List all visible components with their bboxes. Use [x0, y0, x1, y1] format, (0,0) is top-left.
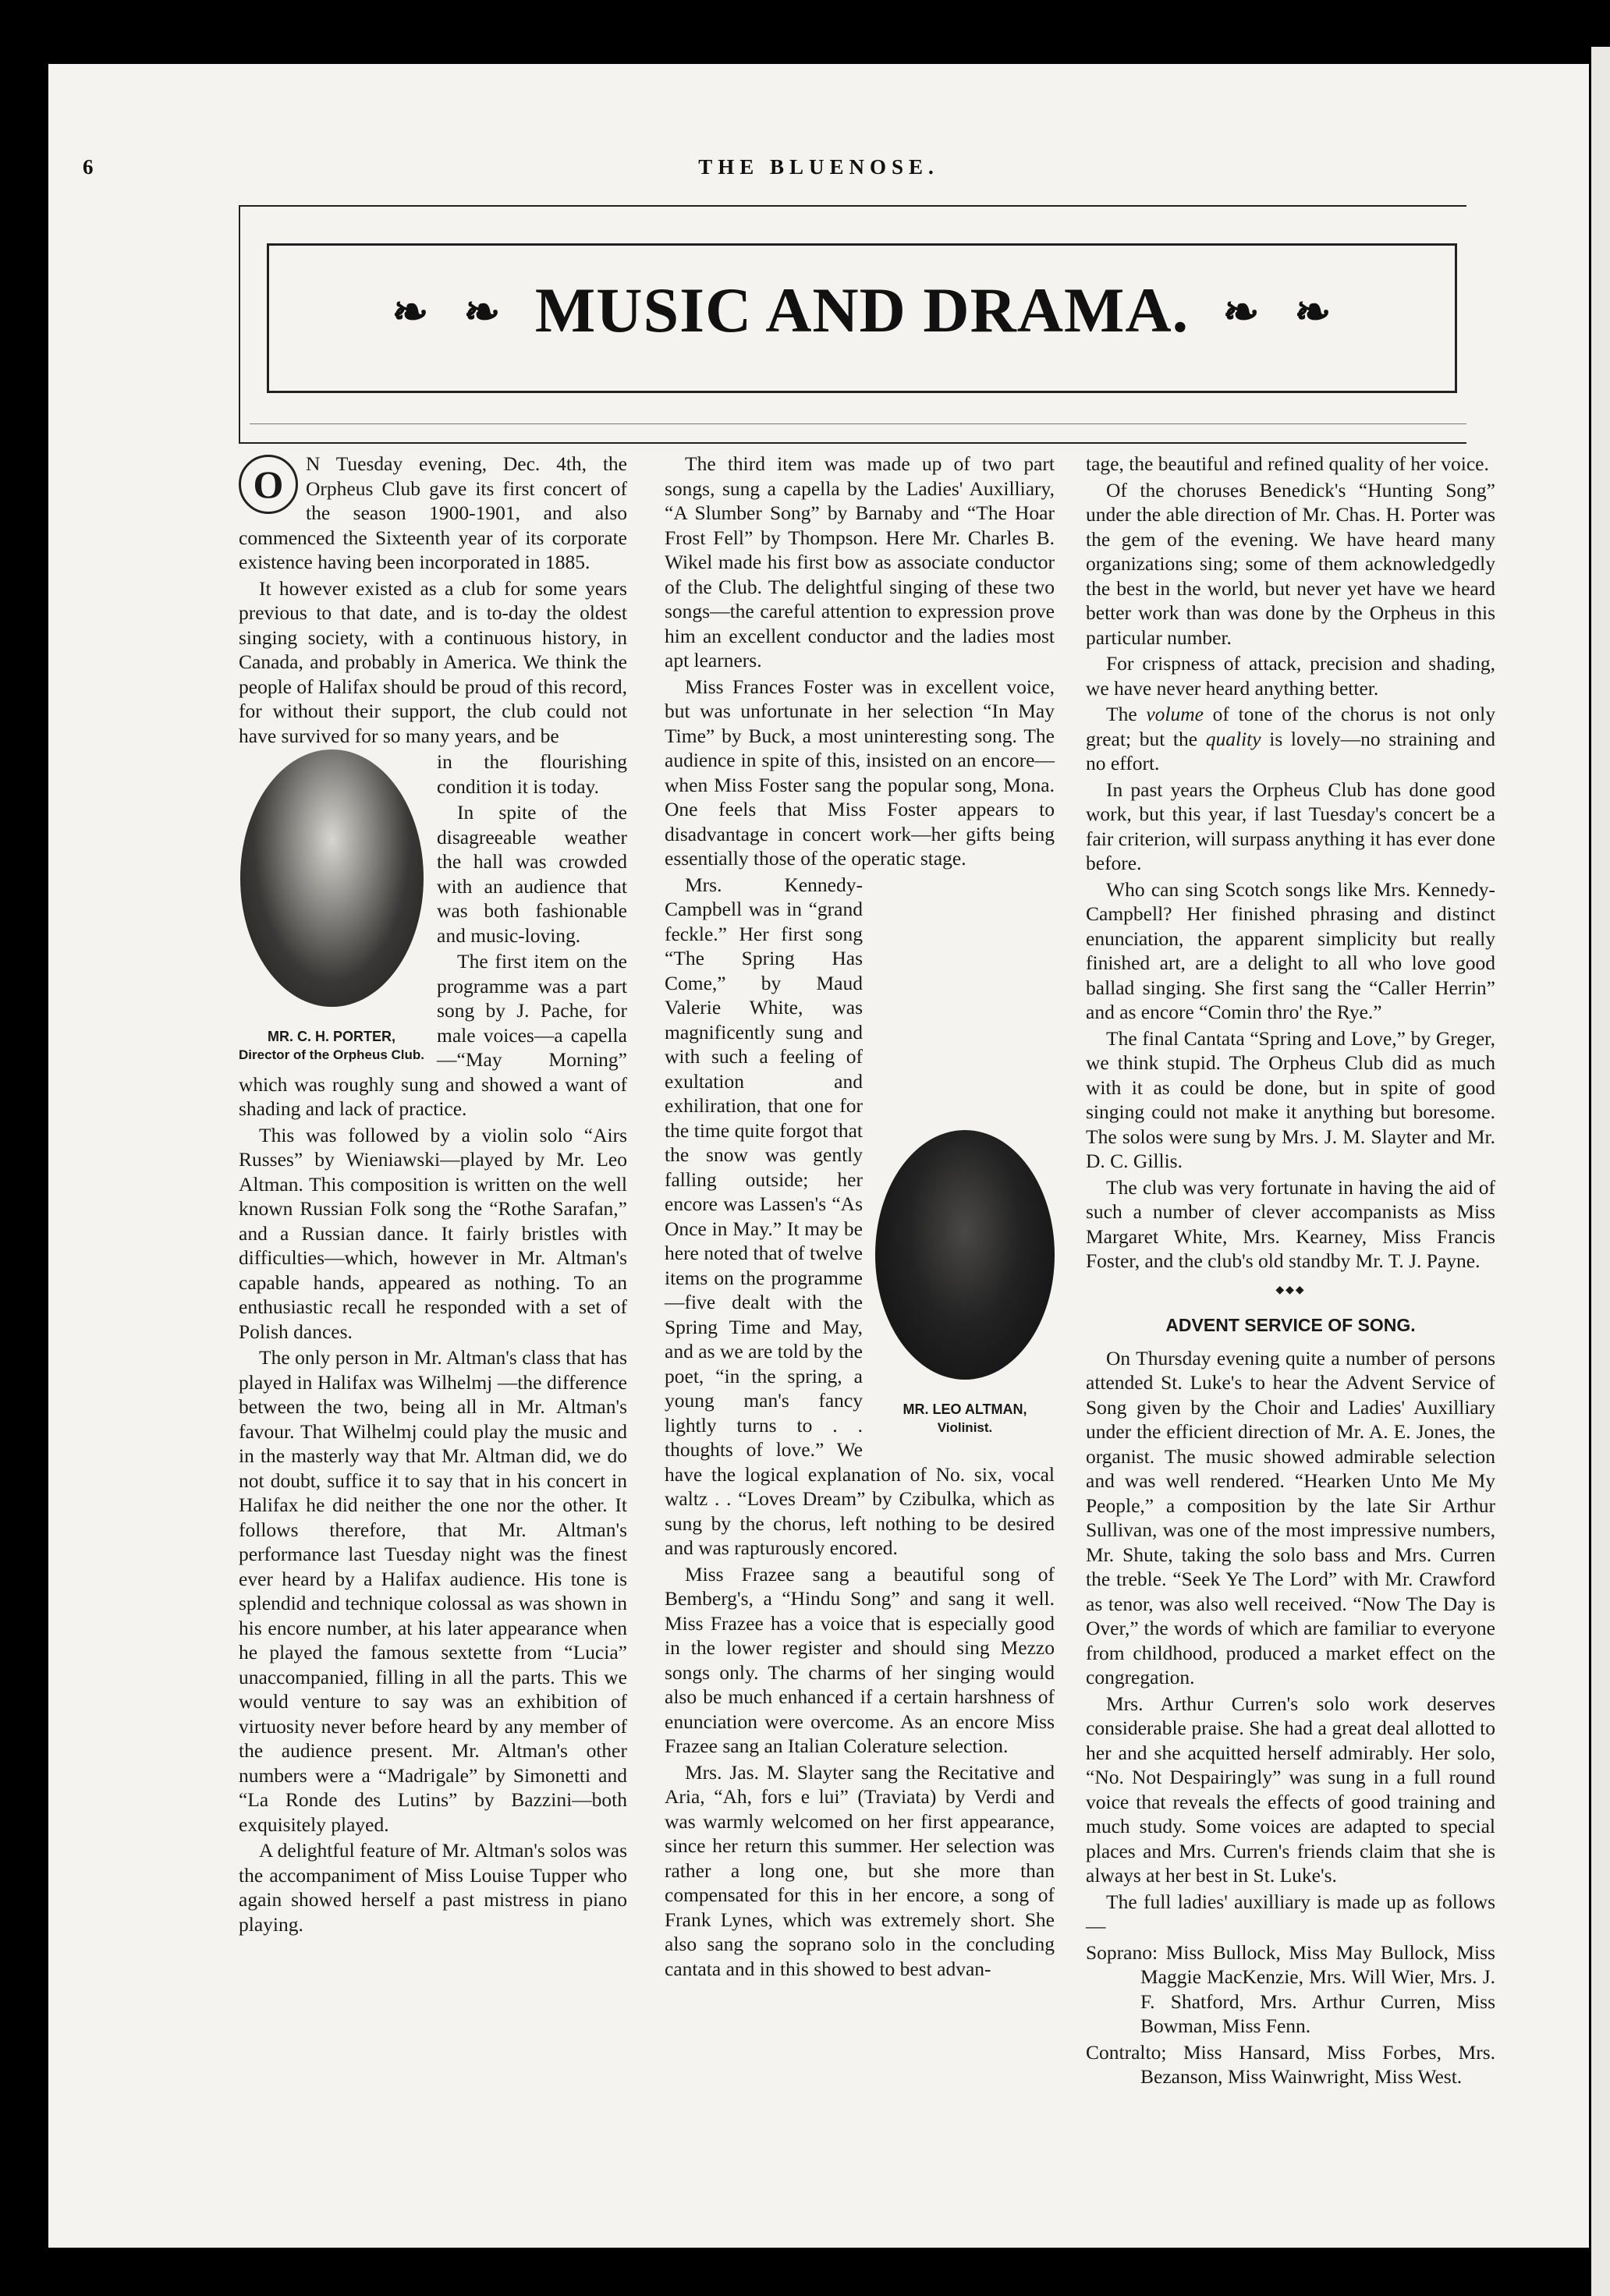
portrait-caption-name: MR. LEO ALTMAN, [903, 1401, 1027, 1417]
paragraph-text: N Tuesday evening, Dec. 4th, the Orpheus Club gave its first concert of the season 1900-1901, and also commenced the Sixteenth year of its corporate existence having been incorporated in 1885. [239, 452, 627, 573]
paragraph: This was followed by a violin solo “Airs Russes” by Wieniawski—played by Mr. Leo Altman. This composition is written on the well known Russian Folk song the “Rothe Sarafan,” and a Russian dance. It fairly bristles with difficulties—which, however in Mr. Altman's capable hands, appeared as nothing. To an enthusiastic recall he responded with a set of Polish dances. [239, 1123, 627, 1343]
paragraph: The final Cantata “Spring and Love,” by Greger, we think stupid. The Orpheus Club did as much with it as could be done, but in spite of good singing could not make it anything but boresome. The solos were sung by Mrs. J. M. Slayter and Mr. D. C. Gillis. [1086, 1026, 1495, 1172]
text-run: The [1106, 703, 1147, 725]
paragraph: Of the choruses Benedick's “Hunting Song” under the able direction of Mr. Chas. H. Porter was the gem of the evening. We have heard many organizations sing; some of them acknowledgedly the best in the world, but never yet have we heard better work than was done by the Orpheus in this particular number. [1086, 478, 1495, 649]
paragraph: The only person in Mr. Altman's class that has played in Halifax was Wilhelmj —the difference between the two, being all in Mr. Altman's favour. That Wilhelmj could play the music and in the masterly way that Mr. Altman did, we do not doubt, suffice it to say that in his concert in Halifax he did neither the one nor the other. It follows therefore, that Mr. Altman's performance last Tuesday night was the finest ever heard by a Halifax audience. His tone is splendid and technique colossal as was shown in his encore number, at his later appearance when he played the famous sextette from “Lucia” unaccompanied, filling in all the parts. This we would venture to say was an exhibition of virtuosity never before heard by any member of the audience present. Mr. Altman's other numbers were a “Madrigale” by Simonetti and “La Ronde des Lutins” by Bazzini—both exquisitely played. [239, 1346, 627, 1836]
portrait-photo [875, 1130, 1055, 1380]
paragraph: In spite of the disagreeable weather the hall was crowded with an audience that was both fashionable and music-loving. [437, 801, 627, 947]
banner-frame [267, 243, 1457, 393]
paragraph: Mrs. Arthur Curren's solo work deserves considerable praise. She had a great deal allotted to her and she acquitted herself admirably. Her solo, “No. Not Despairingly” was sung in a full round voice that reveals the effects of good training and much study. Some voices are adapted to special places and Mrs. Curren's friends claim that she is always at her best in St. Luke's. [1086, 1692, 1495, 1887]
column-3 [1086, 452, 1495, 2091]
list-item: Soprano: Miss Bullock, Miss May Bullock, Miss Maggie MacKenzie, Mrs. Will Wier, Mrs. J. F. Shatford, Mrs. Arthur Curren, Miss Bowman, Miss Fenn. [1086, 1940, 1495, 2037]
paragraph: It however existed as a club for some years previous to that date, and is to-day the oldest singing society, with a continuous history, in Canada, and probably in America. We think the people of Halifax should be proud of this record, for without their support, the club could not have survived for so many years, and be [239, 576, 627, 747]
portrait-caption-name: MR. C. H. PORTER, [268, 1029, 396, 1044]
banner-rule [250, 423, 1466, 424]
paragraph: For crispness of attack, precision and shading, we have never heard anything better. [1086, 652, 1495, 700]
paragraph: The third item was made up of two part songs, sung a capella by the Ladies' Auxilliary, “A Slumber Song” by Barnaby and “The Hoar Frost Fell” by Thompson. Here Mr. Charles B. Wikel made his first bow as associate conductor of the Club. The delightful singing of these two songs—the careful attention to expression prove him an excellent conductor and the ladies most apt learners. [665, 452, 1055, 671]
adjacent-page-edge [1591, 47, 1610, 2296]
paragraph: in the flourishing condition it is today. [437, 750, 627, 798]
column-2 [665, 452, 1055, 1982]
section-banner [239, 205, 1466, 444]
paragraph: Who can sing Scotch songs like Mrs. Kennedy-Campbell? Her finished phrasing and distinct enunciation, the apparent simplicity but really finished art, are a delight to all who love good ballad singing. She first sang the “Caller Herrin” and as encore “Comin thro' the Rye.” [1086, 877, 1495, 1023]
text-run: is lovely—no straining and no effort. [1086, 727, 1495, 774]
portrait-caption-role: Director of the Orpheus Club. [239, 1047, 425, 1062]
portrait-porter [239, 749, 424, 1065]
portrait-caption-role: Violinist. [937, 1419, 993, 1435]
paragraph: tage, the beautiful and refined quality of her voice. [1086, 452, 1489, 475]
paragraph: On Thursday evening quite a number of persons attended St. Luke's to hear the Advent Service of Song given by the Choir and Ladies' Auxilliary under the efficient direction of Mr. A. E. Jones, the organist. The music showed admirable selection and was well rendered. “Hearken Unto Me My People,” a composition by the late Sir Arthur Sullivan, was one of the most impressive numbers, Mr. Shute, taking the solo bass and Mrs. Curren the treble. “Seek Ye The Lord” with Mr. Crawford as tenor, was also well received. “Now The Day is Over,” the words of which are familiar to everyone from childhood, produced a market effect on the congregation. [1086, 1346, 1495, 1688]
list-item: Contralto; Miss Hansard, Miss Forbes, Mrs. Bezanson, Miss Wainwright, Miss West. [1086, 2040, 1495, 2088]
publication-title: THE BLUENOSE. [698, 155, 939, 179]
text-run: of tone of the chorus is not only great; but the [1086, 703, 1495, 750]
section-headline [269, 274, 1455, 347]
divider-ornament-icon: ◆◆◆ [1275, 1284, 1306, 1296]
portrait-altman [875, 1130, 1055, 1437]
italic-run: quality [1205, 727, 1261, 750]
paragraph [1086, 702, 1495, 776]
drop-cap: O [239, 455, 298, 514]
portrait-photo [240, 749, 424, 1007]
leaf-ornament-icon: ❧ [1294, 289, 1332, 337]
italic-run: volume [1146, 703, 1204, 725]
column-1 [239, 452, 627, 1938]
leaf-ornament-icon: ❧ [463, 289, 502, 337]
paragraph: The full ladies' auxilliary is made up as follows— [1086, 1890, 1495, 1937]
paragraph: In past years the Orpheus Club has done good work, but this year, if last Tuesday's concert be a fair criterion, will surpass anything it has ever done before. [1086, 778, 1495, 874]
paragraph: A delightful feature of Mr. Altman's solos was the accompaniment of Miss Louise Tupper who again showed herself a past mistress in piano playing. [239, 1839, 627, 1936]
paragraph: The first item on the programme was a part song by J. Pache, for male voices—a capella—“May Morning” which was roughly sung and showed a want of shading and lack of practice. [239, 950, 627, 1120]
paragraph: Mrs. Kennedy-Campbell was in “grand feckle.” Her first song “The Spring Has Come,” by Maud Valerie White, was magnificently sung and with such a feeling of exultation and exhiliration, that one for the time quite forgot that the snow was gently falling outside; her encore was Lassen's “As Once in May.” It may be here noted that of twelve items on the programme—five dealt with the Spring Time and May, and as we are told by the poet, “in the spring, a young man's fancy lightly turns to . . thoughts of love.” We have the logical explanation of No. six, vocal waltz . . “Loves Dream” by Czibulka, which as sung by the chorus, left nothing to be desired and was rapturously encored. [665, 873, 1055, 1559]
leaf-ornament-icon: ❧ [1222, 289, 1261, 337]
subheading: ADVENT SERVICE OF SONG. [1165, 1315, 1416, 1335]
paragraph [239, 452, 627, 575]
newspaper-page [48, 64, 1589, 2248]
paragraph: The club was very fortunate in having the aid of such a number of clever accompanists as Miss Margaret White, Mrs. Kearney, Miss Francis Foster, and the club's old standby Mr. T. J. Payne. [1086, 1175, 1495, 1272]
paragraph: Miss Frances Foster was in excellent voice, but was unfortunate in her selection “In May Time” by Buck, a most uninteresting song. The audience in spite of this, insisted on an encore—when Miss Foster sang the popular song, Mona. One feels that Miss Foster appears to disadvantage in concert work—her gifts being essentially those of the operatic stage. [665, 675, 1055, 870]
paragraph: Mrs. Jas. M. Slayter sang the Recitative and Aria, “Ah, fors e lui” (Traviata) by Verdi and was warmly welcomed on her first appearance, since her return this summer. Her selection was rather a long one, but she more than compensated for this in her encore, a song of Frank Lynes, which was extremely short. She also sang the soprano solo in the concluding cantata and in this showed to best advan- [665, 1760, 1055, 1980]
paragraph: Miss Frazee sang a beautiful song of Bemberg's, a “Hindu Song” and sang it well. Miss Frazee has a voice that is especially good in the lower register and should sing Mezzo songs only. The charms of her singing would also be much enhanced if a certain harshness of enunciation were overcome. As an encore Miss Frazee sang an Italian Colerature selection. [665, 1562, 1055, 1757]
voice-list [1086, 1940, 1495, 2089]
leaf-ornament-icon: ❧ [392, 289, 430, 337]
headline-text: MUSIC AND DRAMA. [534, 275, 1190, 345]
page-number: 6 [83, 155, 94, 179]
